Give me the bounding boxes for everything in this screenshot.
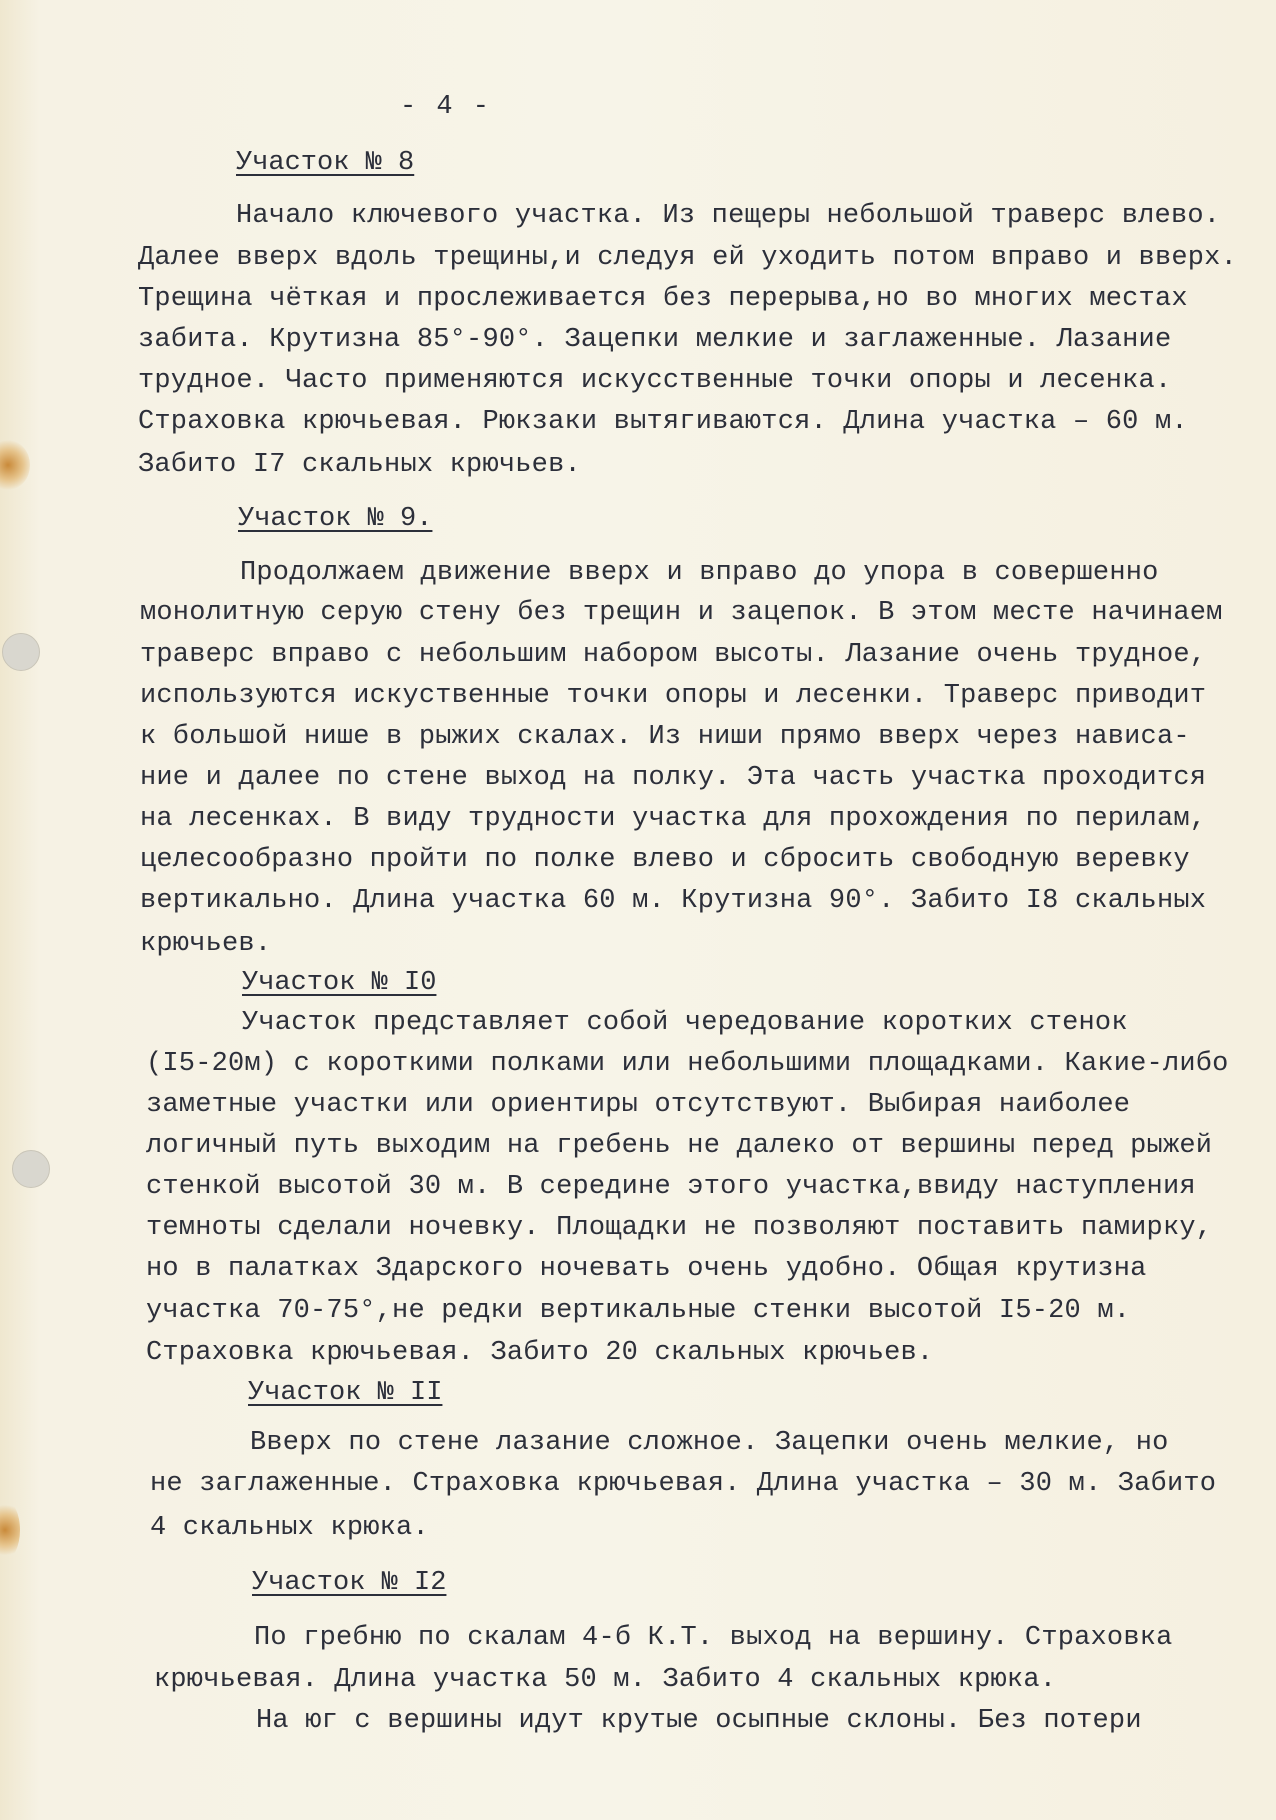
text-line: трудное. Часто применяются искусственные точки опоры и лесенка.	[138, 366, 1172, 396]
text-line: участка 70-75°,не редки вертикальные стенки высотой I5-20 м.	[146, 1296, 1131, 1326]
punch-hole	[12, 1150, 50, 1188]
text-line: к большой нише в рыжих скалах. Из ниши прямо вверх через нависа-	[140, 722, 1190, 752]
text-line: логичный путь выходим на гребень не далеко от вершины перед рыжей	[146, 1131, 1213, 1161]
text-line: Страховка крючьевая. Забито 20 скальных крючьев.	[146, 1338, 934, 1368]
text-line: не заглаженные. Страховка крючьевая. Длина участка – 30 м. Забито	[150, 1469, 1217, 1499]
section-heading: Участок № 8	[236, 148, 415, 178]
text-line: По гребню по скалам 4-б К.Т. выход на вершину. Страховка	[254, 1623, 1173, 1653]
text-line: вертикально. Длина участка 60 м. Крутизна 90°. Забито I8 скальных	[140, 886, 1207, 916]
text-line: Начало ключевого участка. Из пещеры небольшой траверс влево.	[236, 201, 1221, 231]
text-line: стенкой высотой 30 м. В середине этого участка,ввиду наступления	[146, 1172, 1196, 1202]
rust-stain	[0, 440, 30, 490]
text-line: 4 скальных крюка.	[150, 1513, 429, 1543]
text-line: Продолжаем движение вверх и вправо до упора в совершенно	[240, 558, 1159, 588]
text-line: траверс вправо с небольшим набором высоты. Лазание очень трудное,	[140, 640, 1207, 670]
text-line: крючьевая. Длина участка 50 м. Забито 4 скальных крюка.	[154, 1665, 1057, 1695]
text-line: Участок представляет собой чередование коротких стенок	[242, 1008, 1128, 1038]
text-line: крючьев.	[140, 929, 272, 959]
text-line: Вверх по стене лазание сложное. Зацепки очень мелкие, но	[250, 1428, 1169, 1458]
text-line: монолитную серую стену без трещин и зацепок. В этом месте начинаем	[140, 598, 1223, 628]
rust-stain	[0, 1500, 20, 1560]
punch-hole	[2, 633, 40, 671]
text-line: темноты сделали ночевку. Площадки не позволяют поставить памирку,	[146, 1213, 1213, 1243]
text-line: на лесенках. В виду трудности участка для прохождения по перилам,	[140, 804, 1207, 834]
section-heading: Участок № 9.	[238, 504, 433, 534]
text-line: На юг с вершины идут крутые осыпные склоны. Без потери	[256, 1706, 1142, 1736]
text-line: забита. Крутизна 85°-90°. Зацепки мелкие и заглаженные. Лазание	[138, 325, 1172, 355]
page-number: - 4 -	[400, 92, 492, 122]
text-line: ние и далее по стене выход на полку. Эта часть участка проходится	[140, 763, 1207, 793]
text-line: Страховка крючьевая. Рюкзаки вытягиваются. Длина участка – 60 м.	[138, 407, 1188, 437]
section-heading: Участок № II	[248, 1378, 443, 1408]
text-line: Забито I7 скальных крючьев.	[138, 450, 581, 480]
text-line: целесообразно пройти по полке влево и сбросить свободную веревку	[140, 845, 1190, 875]
text-line: Далее вверх вдоль трещины,и следуя ей уходить потом вправо и вверх.	[138, 243, 1237, 273]
text-line: (I5-20м) с короткими полками или небольшими площадками. Какие-либо	[146, 1049, 1229, 1079]
text-line: Трещина чёткая и прослеживается без перерыва,но во многих местах	[138, 284, 1188, 314]
section-heading: Участок № I0	[242, 968, 437, 998]
section-heading: Участок № I2	[252, 1568, 447, 1598]
text-line: но в палатках Здарского ночевать очень удобно. Общая крутизна	[146, 1254, 1147, 1284]
text-line: заметные участки или ориентиры отсутствуют. Выбирая наиболее	[146, 1090, 1131, 1120]
text-line: используются искуственные точки опоры и лесенки. Траверс приводит	[140, 681, 1207, 711]
